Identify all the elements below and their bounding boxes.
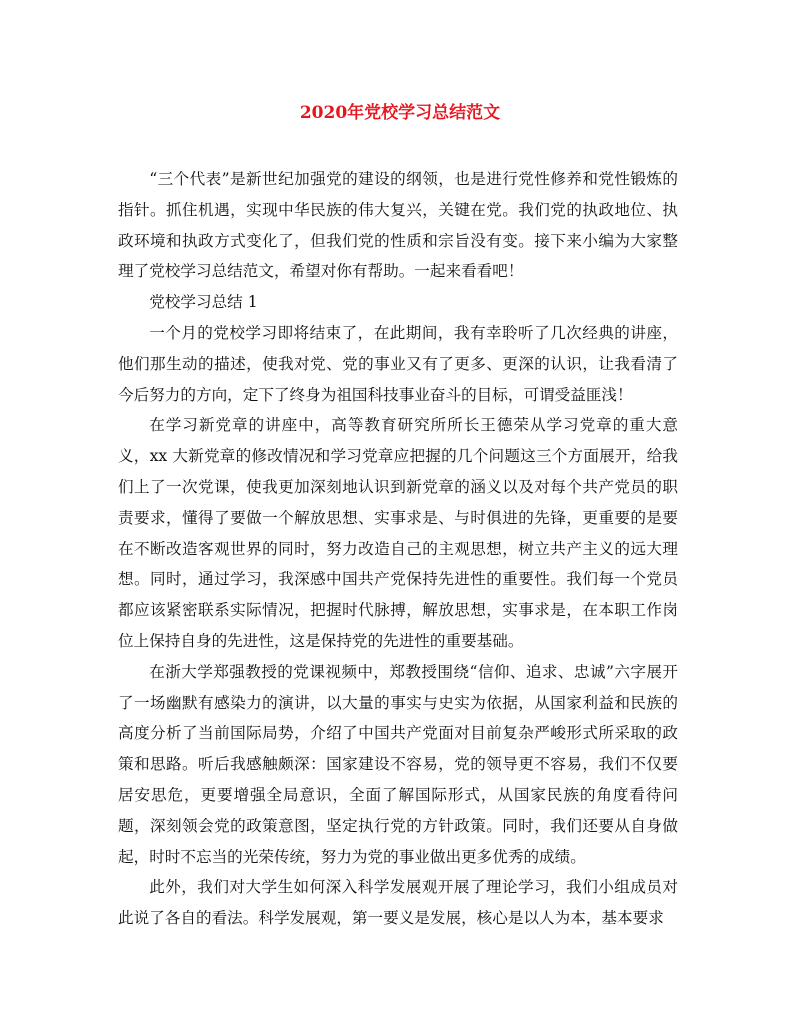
intro-paragraph: “三个代表”是新世纪加强党的建设的纲领，也是进行党性修养和党性锻炼的指针。抓住机遇，实现中华民族的伟大复兴，关键在党。我们党的执政地位、执政环境和执政方式变化了，但我们党的性质和宗旨没有变。接下来小编为大家整理了党校学习总结范文，希望对你有帮助。一起来看看吧！ <box>118 170 678 281</box>
body-paragraph: 在浙大学郑强教授的党课视频中，郑教授围绕“信仰、追求、忠诚”六字展开了一场幽默有感染力的演讲，以大量的事实与史实为依据，从国家利益和民族的高度分析了当前国际局势，介绍了中国共产党面对目前复杂严峻形式所采取的政策和思路。听后我感触颇深：国家建设不容易，党的领导更不容易，我们不仅要居安思危，更要增强全局意识，全面了解国际形式，从国家民族的角度看待问题，深刻领会党的政策意图，坚定执行党的方针政策。同时，我们还要从自身做起，时时不忘当的光荣传统，努力为党的事业做出更多优秀的成绩。 <box>118 662 678 866</box>
body-paragraph: 一个月的党校学习即将结束了，在此期间，我有幸聆听了几次经典的讲座，他们那生动的描述，使我对党、党的事业又有了更多、更深的认识，让我看清了今后努力的方向，定下了终身为祖国科技事业奋斗的目标，可谓受益匪浅！ <box>118 323 678 404</box>
document-title: 2020年党校学习总结范文 <box>299 103 501 123</box>
document-body <box>118 164 678 934</box>
section-heading: 党校学习总结 1 <box>149 293 258 312</box>
body-paragraph: 此外，我们对大学生如何深入科学发展观开展了理论学习，我们小组成员对此说了各自的看法。科学发展观，第一要义是发展，核心是以人为本，基本要求 <box>118 878 678 928</box>
body-paragraph: 在学习新党章的讲座中，高等教育研究所所长王德荣从学习党章的重大意义，xx 大新党章的修改情况和学习党章应把握的几个问题这三个方面展开，给我们上了一次党课，使我更加深刻地认识到新党章的涵义以及对每个共产党员的职责要求，懂得了要做一个解放思想、实事求是、与时俱进的先锋，更重要的是要在不断改造客观世界的同时，努力改造自己的主观思想，树立共产主义的远大理想。同时，通过学习，我深感中国共产党保持先进性的重要性。我们每一个党员都应该紧密联系实际情况，把握时代脉搏，解放思想，实事求是，在本职工作岗位上保持自身的先进性，这是保持党的先进性的重要基础。 <box>118 416 678 650</box>
